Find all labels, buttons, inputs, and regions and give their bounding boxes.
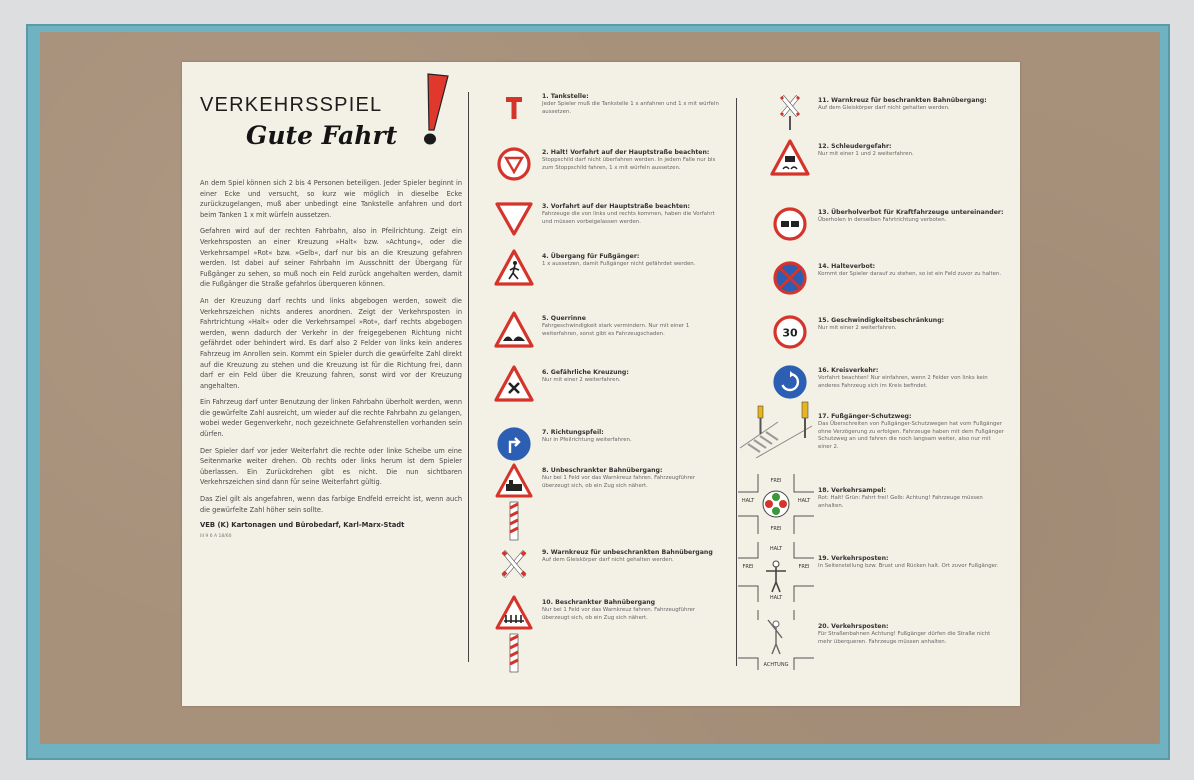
guarded-railway-crossing-icon — [494, 594, 534, 634]
sign-text — [542, 466, 722, 490]
yield-icon — [494, 198, 534, 238]
sign-title: 15. Geschwindigkeitsbeschränkung: — [818, 317, 945, 324]
speed-limit-text: 30 — [782, 326, 798, 340]
label-achtung: ACHTUNG — [763, 662, 789, 668]
dangerous-crossing-icon — [494, 364, 534, 404]
sign-title: 12. Schleudergefahr: — [818, 143, 892, 150]
sign-title: 10. Beschrankter Bahnübergang — [542, 599, 656, 606]
sign-text — [818, 96, 1004, 113]
rules-paragraph: Das Ziel gilt als angefahren, wenn das farbige Endfeld erreicht ist, wenn auch die gewürfelte Zahl höher sein sollte. — [200, 495, 462, 514]
label-halt: HALT — [741, 498, 755, 504]
sign-description: Für Straßenbahnen Achtung! Fußgänger dürfen die Straße nicht mehr überqueren. Fahrzeuge müssen anhalten. — [818, 631, 991, 645]
rules-column — [200, 84, 462, 539]
sign-title: 4. Übergang für Fußgänger: — [542, 253, 640, 260]
skid-danger-icon — [770, 138, 810, 178]
sign-text — [818, 208, 1004, 225]
sign-text — [542, 148, 722, 172]
pedestrian-signal-icon — [738, 400, 814, 464]
sign-text — [542, 368, 722, 385]
sign-description: Das Überschreiten von Fußgänger-Schutzwegen hat vom Fußgänger ohne Verzögerung zu erfolgen. Fahrzeuge haben mit dem Fußgänger Schutzweg an und fahren die noch langsam weiter, also nur mit einer 2. — [818, 421, 1004, 450]
rules-paragraph: An der Kreuzung darf rechts und links abgebogen werden, soweit die Verkehrszeichen nichts anderes anordnen. Zeigt der Verkehrsposten in Fahrtrichtung »Halt« oder die Verkehrsampel »Rot«, darf rechts abgebogen werden, wenn dadurch der Verkehr in der freigegebenen Richtung nicht gefährdet oder behindert wird. Es darf also 2 Felder von links kein anderes Fahrzeug im Anrollen sein. Kommt ein Spieler durch die gewürfelte Zahl direkt auf die Kreuzung zu stehen und die Kreuzung ist für die Richtung frei, dann darf er ein Feld über die Kreuzung fahren, sonst wird vor der Kreuzung angehalten. — [200, 296, 462, 390]
sign-description: 1 x aussetzen, damit Fußgänger nicht gefährdet werden. — [542, 261, 696, 267]
t-fuel-station-icon — [494, 88, 534, 128]
direction-arrow-icon — [494, 424, 534, 464]
sign-title: 11. Warnkreuz für beschrankten Bahnübergang: — [818, 97, 987, 104]
sign-description: Auf dem Gleiskörper darf nicht gehalten werden. — [542, 557, 674, 563]
label-halt: HALT — [797, 498, 811, 504]
speed-limit-30-icon — [770, 312, 810, 352]
sign-text — [542, 92, 722, 116]
sign-description: Nur mit einer 2 weiterfahren. — [818, 325, 897, 331]
sign-title: 17. Fußgänger-Schutzweg: — [818, 413, 912, 420]
sign-title: 14. Halteverbot: — [818, 263, 876, 270]
sign-description: Stoppschild darf nicht überfahren werden. In jedem Falle nur bis zum Stoppschild fahren, 1 x mit würfeln aussetzen. — [542, 157, 716, 171]
rules-text — [200, 178, 462, 515]
sign-title: 7. Richtungspfeil: — [542, 429, 604, 436]
print-code: III 9 6 A 18/60 — [200, 534, 232, 540]
sign-title: 6. Gefährliche Kreuzung: — [542, 369, 629, 376]
railway-warning-cross-icon — [770, 92, 810, 132]
sign-title: 3. Vorfahrt auf der Hauptstraße beachten: — [542, 203, 690, 210]
exclamation-mark-icon — [420, 72, 450, 146]
sign-text — [818, 316, 1004, 333]
roundabout-icon — [770, 362, 810, 402]
traffic-police-arm-icon — [738, 610, 814, 674]
stop-priority-icon — [494, 144, 534, 184]
sign-title: 18. Verkehrsampel: — [818, 487, 886, 494]
rules-paragraph: Ein Fahrzeug darf unter Benutzung der linken Fahrbahn überholt werden, wenn die gewürfelte Zahl ausreicht, um wieder auf die rechte Fahrbahn zu gelangen, wobei weder Gegenverkehr, noch gezeichnete Gefahrenstellen vorhanden sein dürfen. — [200, 398, 462, 439]
label-halt: HALT — [769, 595, 783, 601]
column-divider — [736, 98, 737, 666]
sign-description: Auf dem Gleiskörper darf nicht gehalten werden. — [818, 105, 950, 111]
sign-text — [818, 622, 1004, 646]
sign-description: Rot: Halt! Grün: Fahrt frei! Gelb: Achtung! Fahrzeuge müssen anhalten. — [818, 495, 983, 509]
traffic-light-icon — [738, 474, 814, 538]
no-overtaking-icon — [770, 204, 810, 244]
sign-text — [542, 598, 722, 622]
sign-description: In Seitenstellung bzw. Brust und Rücken halt. Ort zuvor Fußgänger. — [818, 563, 999, 569]
column-divider — [468, 92, 469, 662]
sign-description: Nur mit einer 2 weiterfahren. — [542, 377, 621, 383]
unguarded-railway-crossing-icon — [494, 462, 534, 502]
sign-description: Überholen in derselben Fahrtrichtung verboten. — [818, 217, 947, 223]
sign-text — [542, 252, 722, 269]
rules-paragraph: An dem Spiel können sich 2 bis 4 Personen beteiligen. Jeder Spieler beginnt in einer Ecke und versucht, so kurz wie möglich in dieselbe Ecke zurückzugelangen, muß aber unbedingt eine Tankstelle anfahren und dort beim Tanken 1 x mit würfeln aussetzen. — [200, 179, 462, 219]
sign-text — [818, 366, 1004, 390]
sign-description: Nur mit einer 1 und 2 weiterfahren. — [818, 151, 914, 157]
traffic-police-icon — [738, 542, 814, 606]
sign-description: Nur in Pfeilrichtung weiterfahren. — [542, 437, 632, 443]
no-stopping-icon — [770, 258, 810, 298]
rules-sheet — [182, 62, 1020, 706]
rules-paragraph: Der Spieler darf vor jeder Weiterfahrt die rechte oder linke Scheibe um eine Seitenmarke weiter drehen. Ob rechts oder links herum ist dem Spieler überlassen. Ein Zurückdrehen gibt es nicht. Die nun sichtbaren Verkehrszeichen sind dann für seine Weiterfahrt gültig. — [200, 446, 462, 487]
sign-title: 2. Halt! Vorfahrt auf der Hauptstraße beachten: — [542, 149, 710, 156]
sign-description: Fahrzeuge die von links und rechts kommen, haben die Vorfahrt und müssen vorbeigelassen werden. — [542, 211, 715, 225]
label-frei: FREI — [742, 564, 754, 570]
game-subtitle: Gute Fahrt — [246, 121, 398, 150]
sign-description: Fahrgeschwindigkeit stark vermindern. Nur mit einer 1 weiterfahren, sonst gibt es Fahrzeugschaden. — [542, 323, 690, 337]
sign-description: Nur bei 1 Feld vor das Warnkreuz fahren. Fahrzeugführer überzeugt sich, ob ein Zug sich nähert. — [542, 475, 695, 489]
sign-title: 9. Warnkreuz für unbeschrankten Bahnübergang — [542, 549, 713, 556]
game-title: VERKEHRSSPIEL — [200, 94, 383, 116]
publisher-imprint: VEB (K) Kartonagen und Bürobedarf, Karl-Marx-Stadt — [200, 521, 405, 530]
pedestrian-crossing-icon — [494, 248, 534, 288]
sign-text — [818, 262, 1004, 279]
sign-title: 16. Kreisverkehr: — [818, 367, 879, 374]
sign-text — [542, 314, 722, 338]
label-frei: FREI — [770, 526, 782, 532]
sign-text — [542, 548, 722, 565]
sign-description: Kommt der Spieler darauf zu stehen, so ist ein Feld zuvor zu halten. — [818, 271, 1002, 277]
st-andrews-cross-icon — [494, 544, 534, 584]
sign-description: Nur bei 1 Feld vor das Warnkreuz fahren. Fahrzeugführer überzeugt sich, ob ein Zug sich nähert. — [542, 607, 695, 621]
sign-title: 13. Überholverbot für Kraftfahrzeuge untereinander: — [818, 209, 1004, 216]
sign-text — [818, 554, 1004, 571]
sign-text — [818, 142, 1004, 159]
label-frei: FREI — [770, 478, 782, 484]
label-halt: HALT — [769, 546, 783, 552]
sign-title: 5. Querrinne — [542, 315, 586, 322]
label-frei: FREI — [798, 564, 810, 570]
sign-title: 8. Unbeschrankter Bahnübergang: — [542, 467, 663, 474]
rules-paragraph: Gefahren wird auf der rechten Fahrbahn, also in Pfeilrichtung. Zeigt ein Verkehrsposten an einer Kreuzung »Halt« bzw. »Achtung«, oder die Verkehrsampel »Rot« bzw. »Gelb«, darf nur bis an die Kreuzung gefahren werden. Ist dabei auf seiner Fahrbahn im Ausschnitt der Übergang für Fußgänger zu sehen, so muß noch ein Feld zurück angehalten werden, damit die Fußgänger die Straße gefahrlos überqueren können. — [200, 227, 462, 289]
bumpy-road-icon — [494, 310, 534, 350]
sign-title: 1. Tankstelle: — [542, 93, 589, 100]
sign-text — [542, 428, 722, 445]
sign-text — [818, 486, 1004, 510]
sign-text — [542, 202, 722, 226]
sign-title: 20. Verkehrsposten: — [818, 623, 889, 630]
sign-description: Vorfahrt beachten! Nur einfahren, wenn 2 Felder von links kein anderes Fahrzeug sich im Kreis befindet. — [818, 375, 988, 389]
sign-description: Jeder Spieler muß die Tankstelle 1 x anfahren und 1 x mit würfeln aussetzen. — [542, 101, 719, 115]
sign-text — [818, 412, 1004, 451]
sign-title: 19. Verkehrsposten: — [818, 555, 889, 562]
